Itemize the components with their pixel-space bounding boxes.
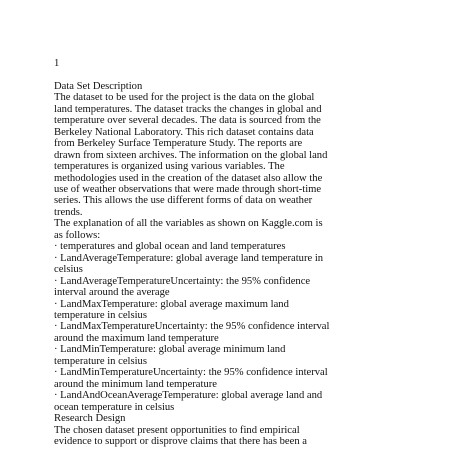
list-item-line: · LandMaxTemperature: global average maximum land bbox=[54, 298, 289, 310]
text-line: temperatures is organized using various variables. The bbox=[54, 161, 285, 173]
list-item-line: interval around the average bbox=[54, 287, 170, 299]
list-item-line: · LandMaxTemperatureUncertainty: the 95% confidence interval bbox=[54, 321, 330, 333]
text-line: series. This allows the use different forms of data on weather bbox=[54, 195, 313, 207]
list-item-line: · LandAndOceanAverageTemperature: global average land and bbox=[54, 390, 323, 402]
text-line: The chosen dataset present opportunities to find empirical bbox=[54, 424, 300, 436]
page-number: 1 bbox=[54, 58, 60, 69]
text-line: land temperatures. The dataset tracks the changes in global and bbox=[54, 103, 322, 115]
text-line: drawn from sixteen archives. The information on the global land bbox=[54, 149, 328, 161]
list-item-line: around the maximum land temperature bbox=[54, 332, 219, 344]
list-item-line: temperature in celsius bbox=[54, 355, 147, 367]
list-item-line: · LandAverageTemperature: global average land temperature in bbox=[54, 252, 324, 264]
list-item-line: · LandAverageTemperatureUncertainty: the 95% confidence bbox=[54, 275, 311, 287]
text-line: The explanation of all the variables as shown on Kaggle.com is bbox=[54, 218, 323, 230]
list-item-line: temperature in celsius bbox=[54, 310, 147, 322]
list-item-line: ocean temperature in celsius bbox=[54, 401, 175, 413]
text-line: temperature over several decades. The data is sourced from the bbox=[54, 115, 321, 127]
list-item-line: · LandMinTemperature: global average minimum land bbox=[54, 344, 286, 356]
text-line: trends. bbox=[54, 206, 83, 218]
text-line: The dataset to be used for the project is the data on the global bbox=[54, 92, 315, 104]
section-heading: Research Design bbox=[54, 413, 126, 425]
list-item-line: · LandMinTemperatureUncertainty: the 95% confidence interval bbox=[54, 367, 328, 379]
text-line: use of weather observations that were made through short-time bbox=[54, 184, 322, 196]
list-item-line: celsius bbox=[54, 264, 83, 276]
text-line: methodologies used in the creation of the dataset also allow the bbox=[54, 172, 323, 184]
section-heading: Data Set Description bbox=[54, 80, 143, 92]
list-item-line: around the minimum land temperature bbox=[54, 378, 217, 390]
text-line: Berkeley National Laboratory. This rich dataset contains data bbox=[54, 126, 314, 138]
list-item-line: · temperatures and global ocean and land temperatures bbox=[54, 241, 286, 253]
text-line: evidence to support or disprove claims that there has been a bbox=[54, 436, 307, 447]
document-body bbox=[54, 58, 434, 447]
text-line: as follows: bbox=[54, 229, 101, 241]
text-line: from Berkeley Surface Temperature Study. The reports are bbox=[54, 138, 303, 150]
